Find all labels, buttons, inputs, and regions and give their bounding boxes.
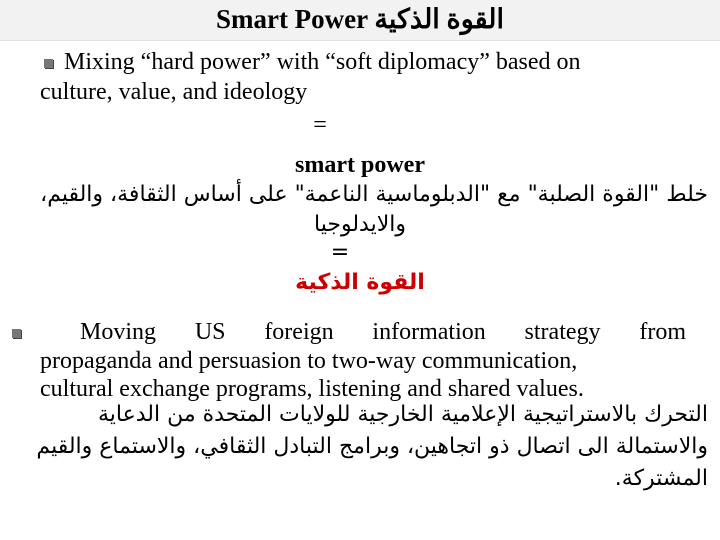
arabic-section1-line2: والايدلوجيا [314,212,406,237]
bullet-square-icon [44,59,53,68]
slide-title: Smart Power القوة الذكية [215,4,505,34]
section1-line2: culture, value, and ideology [40,79,308,105]
arabic-section1-line1-text: خلط "القوة الصلبة" مع "الدبلوماسية الناعمة" على أساس الثقافة، والقيم، [40,182,708,207]
arabic-section1-line1 [40,182,708,207]
arabic-section2-line1: التحرك بالاستراتيجية الإعلامية الخارجية للولايات المتحدة من الدعاية [97,402,708,427]
smart-power-result: smart power [295,152,425,178]
section2-line1: Moving US foreign information strategy from [80,319,686,345]
equals-sign: = [313,112,327,138]
arabic-section2-line2: والاستمالة الى اتصال ذو اتجاهين، وبرامج التبادل الثقافي، والاستماع والقيم [36,434,708,459]
section1-line1: Mixing “hard power” with “soft diplomacy” based on [64,49,581,75]
section2-line3: cultural exchange programs, listening and shared values. [40,376,584,402]
bullet-square-icon [12,329,21,338]
arabic-section2-line3: المشتركة. [614,466,708,491]
section2-line2: propaganda and persuasion to two-way communication, [40,348,578,374]
arabic-equals-sign: = [330,240,350,265]
arabic-smart-power-result: القوة الذكية [295,270,425,295]
